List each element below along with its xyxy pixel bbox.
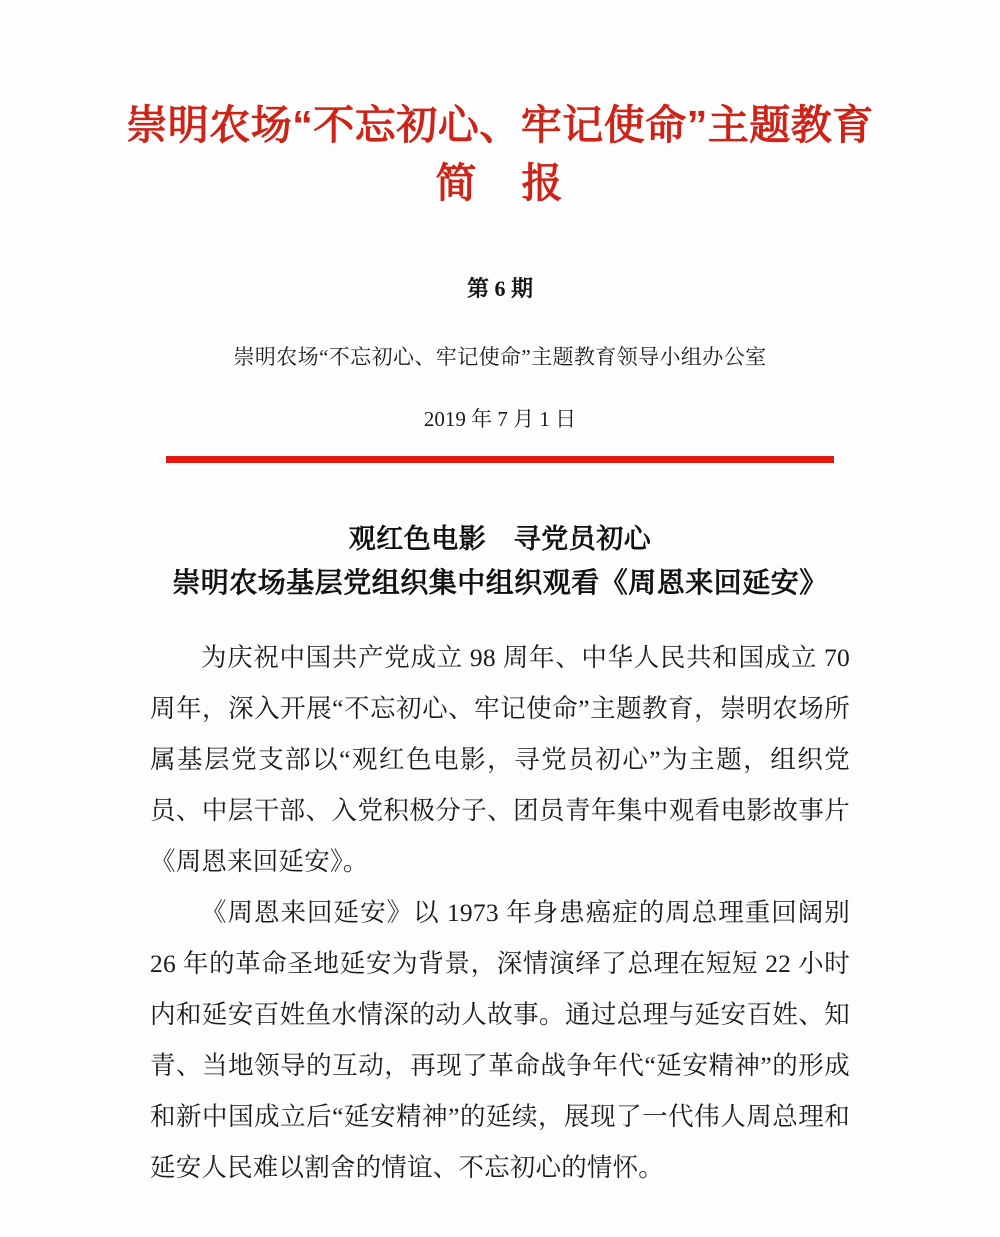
article <box>0 518 1000 1193</box>
masthead <box>0 0 1000 212</box>
publication-date: 2019 年 7 月 1 日 <box>423 407 577 431</box>
article-paragraph: 《周恩来回延安》以 1973 年身患癌症的周总理重回阔别 26 年的革命圣地延安为背景，深情演绎了总理在短短 22 小时内和延安百姓鱼水情深的动人故事。通过总理与延安百姓、知青、当地领导的互动，再现了革命战争年代“延安精神”的形成和新中国成立后“延安精神”的延续，展现了一代伟人周总理和延安人民难以割舍的情谊、不忘初心的情怀。 <box>150 898 850 1182</box>
masthead-title-line-1: 崇明农场“不忘初心、牢记使命”主题教育 <box>126 102 874 148</box>
article-title-line-1: 观红色电影 寻党员初心 <box>348 524 652 554</box>
red-divider-wrap <box>0 456 1000 463</box>
issue-number: 第 6 期 <box>466 276 533 301</box>
issuing-office: 崇明农场“不忘初心、牢记使命”主题教育领导小组办公室 <box>233 345 767 369</box>
article-body <box>150 632 850 1193</box>
article-title-line-2: 崇明农场基层党组织集中组织观看《周恩来回延安》 <box>172 567 828 598</box>
article-paragraph: 为庆祝中国共产党成立 98 周年、中华人民共和国成立 70 周年，深入开展“不忘初心、牢记使命”主题教育，崇明农场所属基层党支部以“观红色电影，寻党员初心”为主题，组织党员、中层干部、入党积极分子、团员青年集中观看电影故事片《周恩来回延安》。 <box>150 643 850 876</box>
red-divider-rule <box>166 456 834 463</box>
masthead-title-line-2: 简 报 <box>435 160 565 206</box>
